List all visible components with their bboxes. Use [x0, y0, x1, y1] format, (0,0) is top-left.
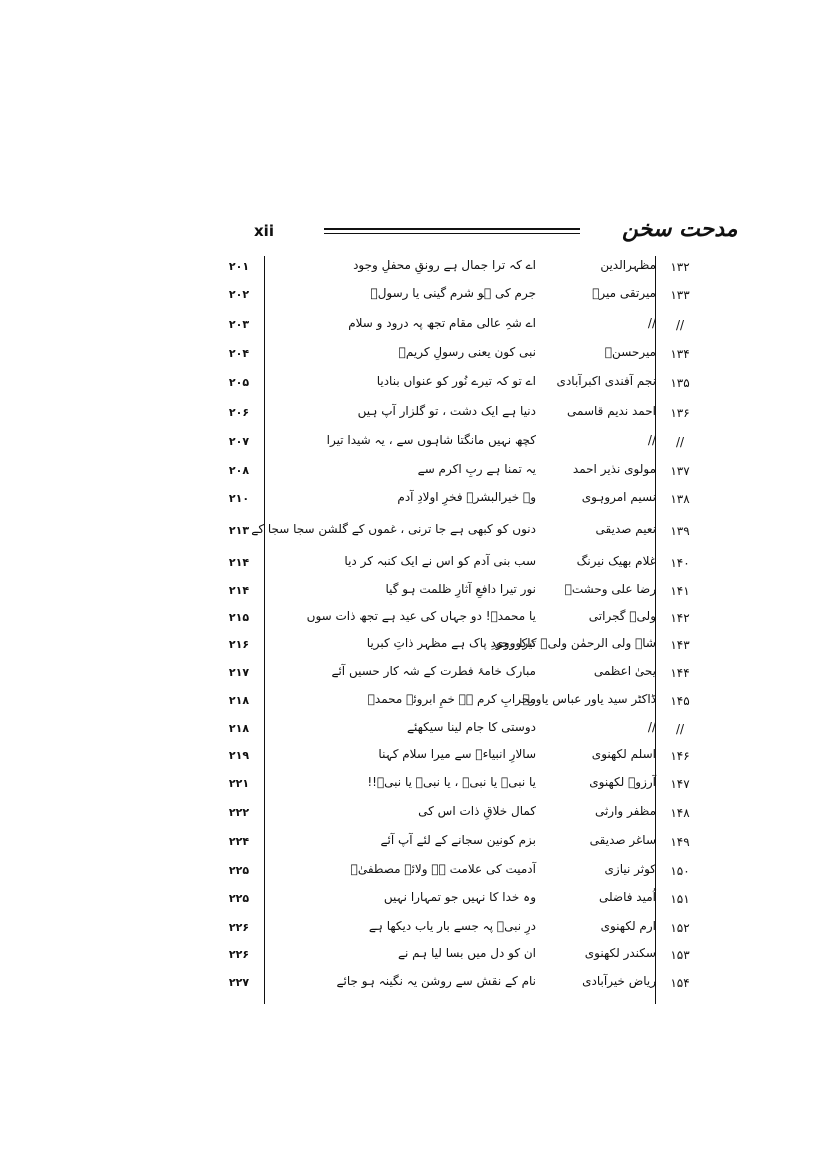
page-number: xii: [254, 222, 274, 240]
serial-number: ۱۵۰: [670, 864, 690, 878]
poem-first-line: اے کہ ترا جمال ہے رونقِ محفلِ وجود: [353, 258, 536, 272]
table-row: [0, 402, 826, 430]
page-reference: ۲۰۳: [228, 318, 250, 331]
table-row: [0, 460, 826, 488]
serial-number: ۱۴۸: [670, 806, 690, 820]
table-row: [0, 552, 826, 580]
page-reference: ۲۱۸: [228, 694, 250, 707]
table-row: [0, 314, 826, 342]
poem-first-line: محرابِ کرم ہے خمِ ابروئے محمدؐ: [367, 692, 536, 706]
poet-name: میرتقی میرؔ: [592, 286, 656, 300]
poem-first-line: تیرا وجودِ پاک ہے مظہر ذاتِ کبریا: [366, 636, 536, 650]
poem-first-line: یہ تمنا ہے ربِ اکرم سے: [417, 462, 536, 476]
poem-first-line: سالارِ انبیاءؑ سے میرا سلام کہنا: [378, 747, 536, 761]
page-header: [0, 216, 826, 250]
table-row: [0, 662, 826, 690]
poet-name: مظہرالدین: [600, 258, 656, 272]
poem-first-line: ان کو دل میں بسا لیا ہم نے: [397, 946, 536, 960]
page-reference: ۲۲۱: [228, 777, 250, 790]
table-row: [0, 634, 826, 662]
table-row: [0, 520, 826, 548]
table-row: [0, 372, 826, 400]
page-reference: ۲۰۴: [228, 347, 250, 360]
poet-name: //: [647, 720, 656, 734]
poet-name: //: [647, 316, 656, 330]
page-reference: ۲۰۶: [228, 406, 250, 419]
poet-name: آرزوؔ لکھنوی: [589, 775, 656, 789]
table-row: [0, 944, 826, 972]
table-row: [0, 745, 826, 773]
poet-name: شاہ ولی الرحمٰن ولیؔ کاکوروی: [494, 636, 656, 650]
serial-number: ۱۴۱: [670, 584, 690, 598]
poet-name: ولیؔ گجراتی: [588, 609, 656, 623]
serial-number: ۱۴۲: [670, 611, 690, 625]
serial-number: ۱۴۹: [670, 835, 690, 849]
poem-first-line: وہ خدا کا نہیں جو تمہارا نہیں: [383, 890, 536, 904]
poet-name: میرحسنؔ: [604, 345, 656, 359]
book-title: مدحت سخن: [622, 216, 738, 242]
poet-name: ڈاکٹر سید یاور عباس یاورؔ: [522, 692, 656, 706]
page-reference: ۲۲۲: [228, 806, 250, 819]
poem-first-line: بزم کونین سجانے کے لئے آپ آئے: [380, 833, 536, 847]
poem-first-line: کچھ نہیں مانگتا شاہوں سے ، یہ شیدا تیرا: [326, 433, 536, 447]
table-row: [0, 431, 826, 459]
serial-number: ۱۳۴: [670, 347, 690, 361]
poem-first-line: یا نبیؐ یا نبیؐ ، یا نبیؐ یا نبیؐ!!: [367, 775, 536, 789]
table-row: [0, 718, 826, 746]
poet-name: مولوی نذیر احمد: [572, 462, 656, 476]
serial-number: ۱۵۳: [670, 948, 690, 962]
serial-number: ۱۳۷: [670, 464, 690, 478]
poet-name: ساغر صدیقی: [589, 833, 656, 847]
serial-number: ۱۳۶: [670, 406, 690, 420]
serial-number: ۱۴۴: [670, 666, 690, 680]
table-row: [0, 831, 826, 859]
serial-number: ۱۴۶: [670, 749, 690, 763]
poet-name: سکندر لکھنوی: [584, 946, 656, 960]
serial-number: //: [675, 318, 685, 332]
poet-name: ریاض خیرآبادی: [582, 974, 656, 988]
poem-first-line: مبارک خامۂ فطرت کے شہ کار حسیں آئے: [331, 664, 536, 678]
poem-first-line: دنوں کو کبھی ہے جا ترنی ، غموں کے گلشن سجا سجا کے: [251, 522, 536, 536]
table-row: [0, 607, 826, 635]
poet-name: کوثر نیازی: [604, 862, 656, 876]
page-reference: ۲۱۷: [228, 666, 250, 679]
page-reference: ۲۲۴: [228, 835, 250, 848]
poem-first-line: سب بنی آدم کو اس نے ایک کنبہ کر دیا: [344, 554, 536, 568]
serial-number: ۱۴۵: [670, 694, 690, 708]
page-reference: ۲۰۷: [228, 435, 250, 448]
table-row: [0, 773, 826, 801]
header-rule: [324, 228, 580, 230]
page-reference: ۲۰۲: [228, 288, 250, 301]
serial-number: ۱۵۲: [670, 921, 690, 935]
poem-first-line: اے تو کہ تیرے نُور کو عنواں بنادیا: [376, 374, 536, 388]
serial-number: ۱۵۴: [670, 976, 690, 990]
page-reference: ۲۱۰: [228, 492, 250, 505]
table-row: [0, 284, 826, 312]
poem-first-line: دوستی کا جام لینا سیکھئے: [407, 720, 536, 734]
poet-name: نسیم امروہوی: [581, 490, 656, 504]
serial-number: //: [675, 722, 685, 736]
table-row: [0, 488, 826, 516]
poet-name: ارم لکھنوی: [600, 919, 656, 933]
page-reference: ۲۰۸: [228, 464, 250, 477]
table-row: [0, 860, 826, 888]
page-reference: ۲۱۴: [228, 584, 250, 597]
page-reference: ۲۰۵: [228, 376, 250, 389]
poem-first-line: آدمیت کی علامت ہے ولائے مصطفیٰؐ: [350, 862, 536, 876]
page-reference: ۲۲۶: [228, 921, 250, 934]
serial-number: //: [675, 435, 685, 449]
poem-first-line: نور تیرا دافعِ آثارِ ظلمت ہو گیا: [385, 582, 536, 596]
poem-first-line: دنیا ہے ایک دشت ، تو گلزار آپ ہیں: [357, 404, 536, 418]
page-reference: ۲۱۵: [228, 611, 250, 624]
poem-first-line: درِ نبیؐ پہ جسے بار یاب دیکھا ہے: [368, 919, 536, 933]
poet-name: اُمید فاضلی: [598, 890, 656, 904]
poem-first-line: یا محمدؐ! دو جہاں کی عید ہے تجھ ذات سوں: [306, 609, 536, 623]
poem-first-line: اے شہِ عالی مقام تجھ پہ درود و سلام: [348, 316, 536, 330]
page-reference: ۲۱۹: [228, 749, 250, 762]
page-reference: ۲۱۸: [228, 722, 250, 735]
page-reference: ۲۱۶: [228, 638, 250, 651]
table-row: [0, 972, 826, 1000]
page-reference: ۲۱۴: [228, 556, 250, 569]
poet-name: رضا علی وحشتؔ: [564, 582, 656, 596]
serial-number: ۱۴۷: [670, 777, 690, 791]
table-row: [0, 917, 826, 945]
header-rule: [324, 233, 580, 234]
serial-number: ۱۳۲: [670, 260, 690, 274]
table-row: [0, 580, 826, 608]
poet-name: غلام بھیک نیرنگ: [576, 554, 656, 568]
poem-first-line: نبی کون یعنی رسولِ کریمؐ: [398, 345, 536, 359]
table-row: [0, 802, 826, 830]
poem-first-line: جرم کی ہو شرم گینی یا رسولؐ: [370, 286, 536, 300]
table-row: [0, 690, 826, 718]
serial-number: ۱۴۰: [670, 556, 690, 570]
serial-number: ۱۳۸: [670, 492, 690, 506]
poet-name: //: [647, 433, 656, 447]
poem-first-line: وہ خیرالبشرؐ فخرِ اولادِ آدم: [397, 490, 536, 504]
page-reference: ۲۰۱: [228, 260, 250, 273]
poet-name: نعیم صدیقی: [595, 522, 656, 536]
serial-number: ۱۳۹: [670, 524, 690, 538]
poet-name: احمد ندیم قاسمی: [567, 404, 656, 418]
page-reference: ۲۲۵: [228, 864, 250, 877]
poet-name: مظفر وارثی: [594, 804, 656, 818]
table-row: [0, 888, 826, 916]
page-reference: ۲۲۷: [228, 976, 250, 989]
poet-name: اسلم لکھنوی: [591, 747, 656, 761]
poem-first-line: نام کے نقش سے روشن یہ نگینہ ہو جائے: [336, 974, 536, 988]
poet-name: یحیٰ اعظمی: [593, 664, 656, 678]
poem-first-line: کمال خلاقِ ذات اس کی: [418, 804, 536, 818]
poet-name: نجم آفندی اکبرآبادی: [556, 374, 656, 388]
serial-number: ۱۳۳: [670, 288, 690, 302]
serial-number: ۱۵۱: [670, 892, 690, 906]
serial-number: ۱۳۵: [670, 376, 690, 390]
page-reference: ۲۱۳: [228, 524, 250, 537]
table-row: [0, 343, 826, 371]
page-reference: ۲۲۵: [228, 892, 250, 905]
serial-number: ۱۴۳: [670, 638, 690, 652]
page-reference: ۲۲۶: [228, 948, 250, 961]
table-row: [0, 256, 826, 284]
